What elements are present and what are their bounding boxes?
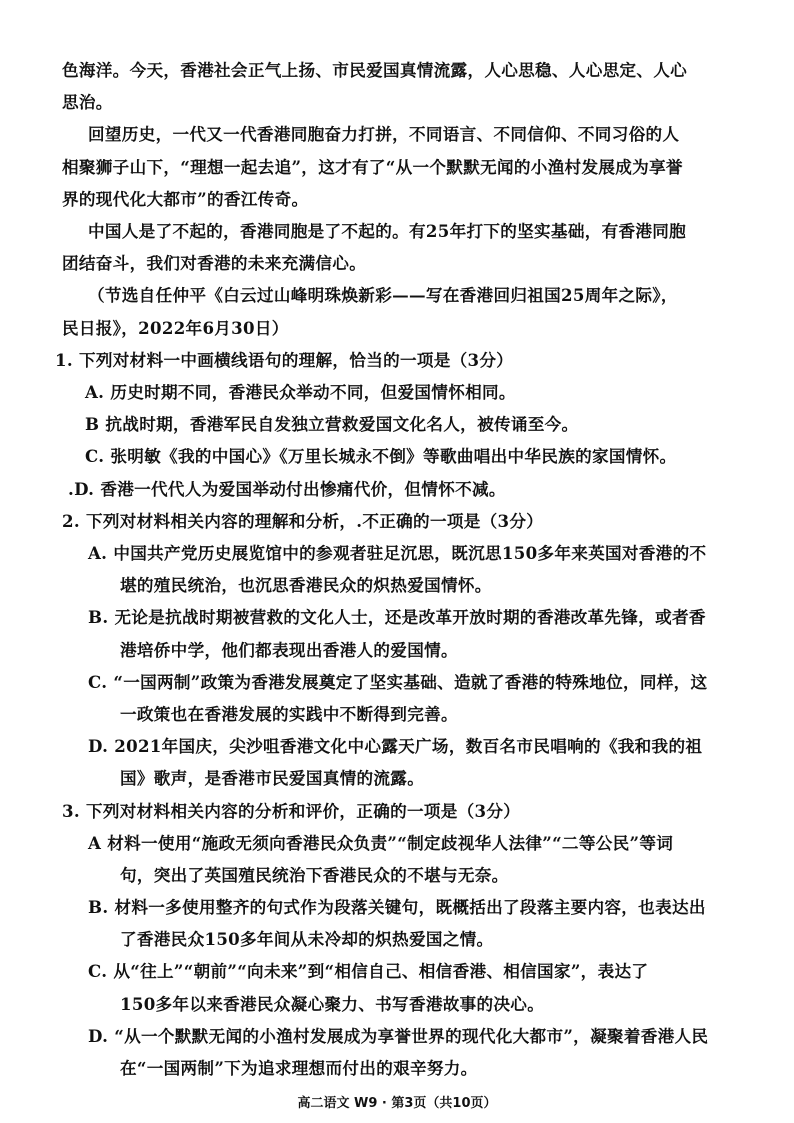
passage-line: 相聚狮子山下，“理想一起去追”，这才有了“从一个默默无闻的小渔村发展成为享誉 <box>62 156 683 177</box>
option-a: A. 历史时期不同，香港民众举动不同，但爱国情怀相同。 <box>85 381 516 402</box>
page-footer: 高二语文 W9 · 第3页（共10页） <box>297 1096 497 1111</box>
passage-line: 团结奋斗，我们对香港的未来充满信心。 <box>62 253 367 274</box>
passage-line: 界的现代化大都市”的香江传奇。 <box>62 188 309 209</box>
option-c-cont: 150多年以来香港民众凝心聚力、书写香港故事的决心。 <box>120 993 545 1014</box>
option-d-cont: 国》歌声，是香港市民爱国真情的流露。 <box>120 768 425 789</box>
question-stem: 3. 下列对材料相关内容的分析和评价，正确的一项是（3分） <box>62 800 521 821</box>
option-a: A 材料一使用“施政无须向香港民众负责”“制定歧视华人法律”“二等公民”等词 <box>88 832 674 853</box>
passage-line: 思治。 <box>62 92 113 113</box>
option-b-cont: 了香港民众150多年间从未冷却的炽热爱国之情。 <box>120 929 494 950</box>
passage-line: 回望历史，一代又一代香港同胞奋力打拼，不同语言、不同信仰、不同习俗的人 <box>88 124 680 145</box>
passage-source: 民日报》，2022年6月30日） <box>62 317 289 338</box>
option-b-cont: 港培侨中学，他们都表现出香港人的爱国情。 <box>120 639 458 660</box>
option-c-cont: 一政策也在香港发展的实践中不断得到完善。 <box>120 703 458 724</box>
passage-line: 色海洋。今天，香港社会正气上扬、市民爱国真情流露，人心思稳、人心思定、人心 <box>62 60 688 80</box>
passage-source: （节选自任仲平《白云过山峰明珠焕新彩——写在香港回归祖国25周年之际》， <box>88 285 678 306</box>
option-a-cont: 句，突出了英国殖民统治下香港民众的不堪与无奈。 <box>120 864 509 885</box>
option-b: B 抗战时期，香港军民自发独立营救爱国文化名人，被传诵至今。 <box>85 414 579 435</box>
option-b: B. 材料一多使用整齐的句式作为段落关键句，既概括出了段落主要内容，也表达出 <box>88 897 706 917</box>
option-a-cont: 堪的殖民统治，也沉思香港民众的炽热爱国情怀。 <box>120 575 492 596</box>
question-stem: 2. 下列对材料相关内容的理解和分析，.不正确的一项是（3分） <box>62 510 544 531</box>
option-a: A. 中国共产党历史展览馆中的参观者驻足沉思，既沉思150多年来英国对香港的不 <box>88 542 707 563</box>
option-d: D. 2021年国庆，尖沙咀香港文化中心露天广场，数百名市民唱响的《我和我的祖 <box>88 736 703 757</box>
option-b: B. 无论是抗战时期被营救的文化人士，还是改革开放时期的香港改革先锋，或者香 <box>88 607 706 628</box>
passage-line: 中国人是了不起的，香港同胞是了不起的。有25年打下的坚实基础，有香港同胞 <box>88 221 687 241</box>
option-d: D. “从一个默默无闻的小渔村发展成为享誉世界的现代化大都市”，凝聚着香港人民 <box>88 1025 709 1046</box>
question-stem: 1. 下列对材料一中画横线语句的理解，恰当的一项是（3分） <box>55 349 514 370</box>
option-d: .D. 香港一代代人为爱国举动付出惨痛代价，但情怀不减。 <box>68 478 506 499</box>
option-c: C. 从“往上”“朝前”“向未来”到“相信自己、相信香港、相信国家”，表达了 <box>88 961 649 982</box>
option-c: C. 张明敏《我的中国心》《万里长城永不倒》等歌曲唱出中华民族的家国情怀。 <box>85 446 677 467</box>
option-c: C. “一国两制”政策为香港发展奠定了坚实基础、造就了香港的特殊地位，同样，这 <box>88 671 708 692</box>
option-d-cont: 在“一国两制”下为追求理想而付出的艰辛努力。 <box>120 1058 478 1078</box>
